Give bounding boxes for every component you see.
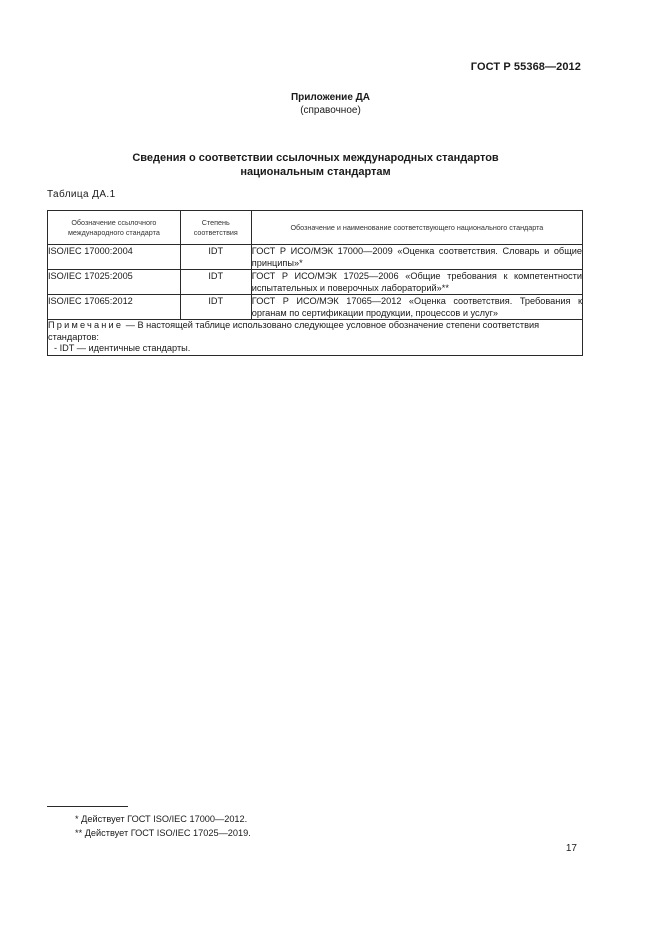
appendix-subtitle: (справочное): [300, 104, 361, 116]
column-header-degree: Степень соответствия: [180, 211, 251, 245]
correspondence-table: [47, 210, 583, 356]
appendix-title: Приложение ДА: [290, 92, 371, 103]
section-title-line1: Сведения о соответствии ссылочных международных стандартов: [132, 152, 499, 164]
cell-national: ГОСТ Р ИСО/МЭК 17025—2006 «Общие требования к компетентности испытательных и поверочных лабораторий»**: [251, 271, 582, 293]
table-label: Таблица ДА.1: [47, 189, 116, 200]
standard-code: ГОСТ Р 55368—2012: [470, 61, 581, 73]
table-row: [48, 270, 583, 295]
cell-national: ГОСТ Р ИСО/МЭК 17065—2012 «Оценка соответствия. Требования к органам по сертификации продукции, процессов и услуг»: [251, 296, 582, 318]
note-item: - IDT — идентичные стандарты.: [54, 343, 191, 353]
section-title-line2: национальным стандартам: [240, 165, 391, 178]
note-body: — В настоящей таблице использовано следующее условное обозначение степени соответствия стандартов:: [48, 320, 540, 342]
page-number: 17: [565, 843, 577, 854]
table-note-row: [48, 320, 583, 356]
cell-code: ISO/IEC 17025:2005: [48, 270, 181, 295]
cell-national: ГОСТ Р ИСО/МЭК 17000—2009 «Оценка соответствия. Словарь и общие принципы»*: [251, 246, 582, 268]
cell-degree: IDT: [180, 270, 251, 295]
footnote-2: ** Действует ГОСТ ISO/IEC 17025—2019.: [75, 828, 251, 838]
column-header-code: Обозначение ссылочного международного стандарта: [48, 211, 181, 245]
cell-code: ISO/IEC 17000:2004: [48, 245, 181, 270]
footnote-rule: [47, 806, 128, 807]
note-text: [48, 320, 582, 343]
column-header-national: Обозначение и наименование соответствующего национального стандарта: [251, 211, 582, 245]
footnote-1: * Действует ГОСТ ISO/IEC 17000—2012.: [75, 814, 248, 824]
table-note: [48, 320, 583, 356]
table-row: [48, 295, 583, 320]
table-header-row: [48, 211, 583, 245]
cell-code: ISO/IEC 17065:2012: [48, 295, 181, 320]
section-title: [0, 152, 631, 179]
cell-degree: IDT: [180, 295, 251, 320]
note-label: Примечание: [48, 320, 124, 330]
cell-degree: IDT: [180, 245, 251, 270]
appendix-heading: [0, 92, 661, 117]
table-row: [48, 245, 583, 270]
